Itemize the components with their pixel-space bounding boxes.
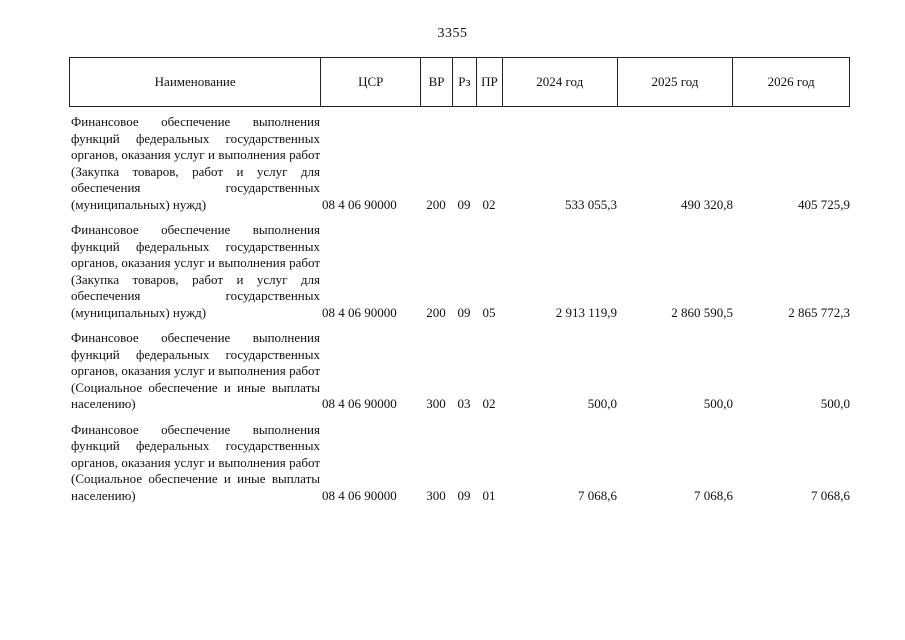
row-name: Финансовое обеспечение выполнения функций федеральных государственных органов, оказания услуг и выполнения работ (Социальное обеспечение и иные выплаты населению): [71, 421, 320, 503]
row-vr: 200: [426, 304, 446, 320]
row-pr: 02: [482, 196, 496, 212]
table-row: [69, 330, 850, 413]
row-value-2024: 2 913 119,9: [555, 304, 617, 320]
table-row: [69, 422, 850, 505]
row-name: Финансовое обеспечение выполнения функций федеральных государственных органов, оказания услуг и выполнения работ (Закупка товаров, работ и услуг для обеспечения государственных (муниципальных) нужд): [71, 114, 320, 212]
row-value-2025: 500,0: [703, 396, 733, 411]
row-value-2026: 500,0: [820, 396, 850, 411]
row-rz: 03: [457, 396, 471, 411]
header-name: Наименование: [154, 74, 236, 89]
row-name: Финансовое обеспечение выполнения функций федеральных государственных органов, оказания услуг и выполнения работ (Социальное обеспечение и иные выплаты населению): [71, 330, 320, 411]
row-csr: 08 4 06 90000: [322, 487, 397, 503]
row-value-2024: 500,0: [587, 396, 617, 411]
row-csr: 08 4 06 90000: [322, 396, 397, 411]
table-body: [69, 114, 850, 504]
row-vr: 300: [426, 487, 446, 503]
row-vr: 200: [426, 196, 446, 212]
row-value-2026: 7 068,6: [811, 487, 850, 503]
row-rz: 09: [457, 304, 471, 320]
row-pr: 01: [482, 487, 496, 503]
header-year-2026: 2026 год: [732, 58, 849, 106]
header-rz: Рз: [452, 58, 476, 106]
row-pr: 02: [482, 396, 496, 411]
row-name: Финансовое обеспечение выполнения функций федеральных государственных органов, оказания услуг и выполнения работ (Закупка товаров, работ и услуг для обеспечения государственных (муниципальных) нужд): [71, 222, 320, 320]
row-value-2025: 7 068,6: [694, 487, 733, 503]
row-rz: 09: [457, 487, 471, 503]
budget-table: [69, 57, 850, 504]
table-row: [69, 222, 850, 321]
table-header: [69, 57, 850, 107]
row-rz: 09: [457, 196, 471, 212]
row-value-2024: 533 055,3: [565, 196, 617, 212]
header-year-2025: 2025 год: [617, 58, 733, 106]
header-csr: ЦСР: [320, 58, 420, 106]
header-pr: ПР: [476, 58, 502, 106]
row-pr: 05: [482, 304, 496, 320]
row-value-2025: 490 320,8: [681, 196, 733, 212]
row-value-2026: 405 725,9: [798, 196, 850, 212]
header-year-2024: 2024 год: [502, 58, 617, 106]
page-number: 3355: [437, 26, 468, 41]
row-value-2024: 7 068,6: [578, 487, 617, 503]
row-csr: 08 4 06 90000: [322, 304, 397, 320]
table-row: [69, 114, 850, 213]
row-value-2025: 2 860 590,5: [671, 304, 733, 320]
row-csr: 08 4 06 90000: [322, 196, 397, 212]
row-vr: 300: [426, 396, 446, 411]
header-vr: ВР: [420, 58, 452, 106]
row-value-2026: 2 865 772,3: [788, 304, 850, 320]
